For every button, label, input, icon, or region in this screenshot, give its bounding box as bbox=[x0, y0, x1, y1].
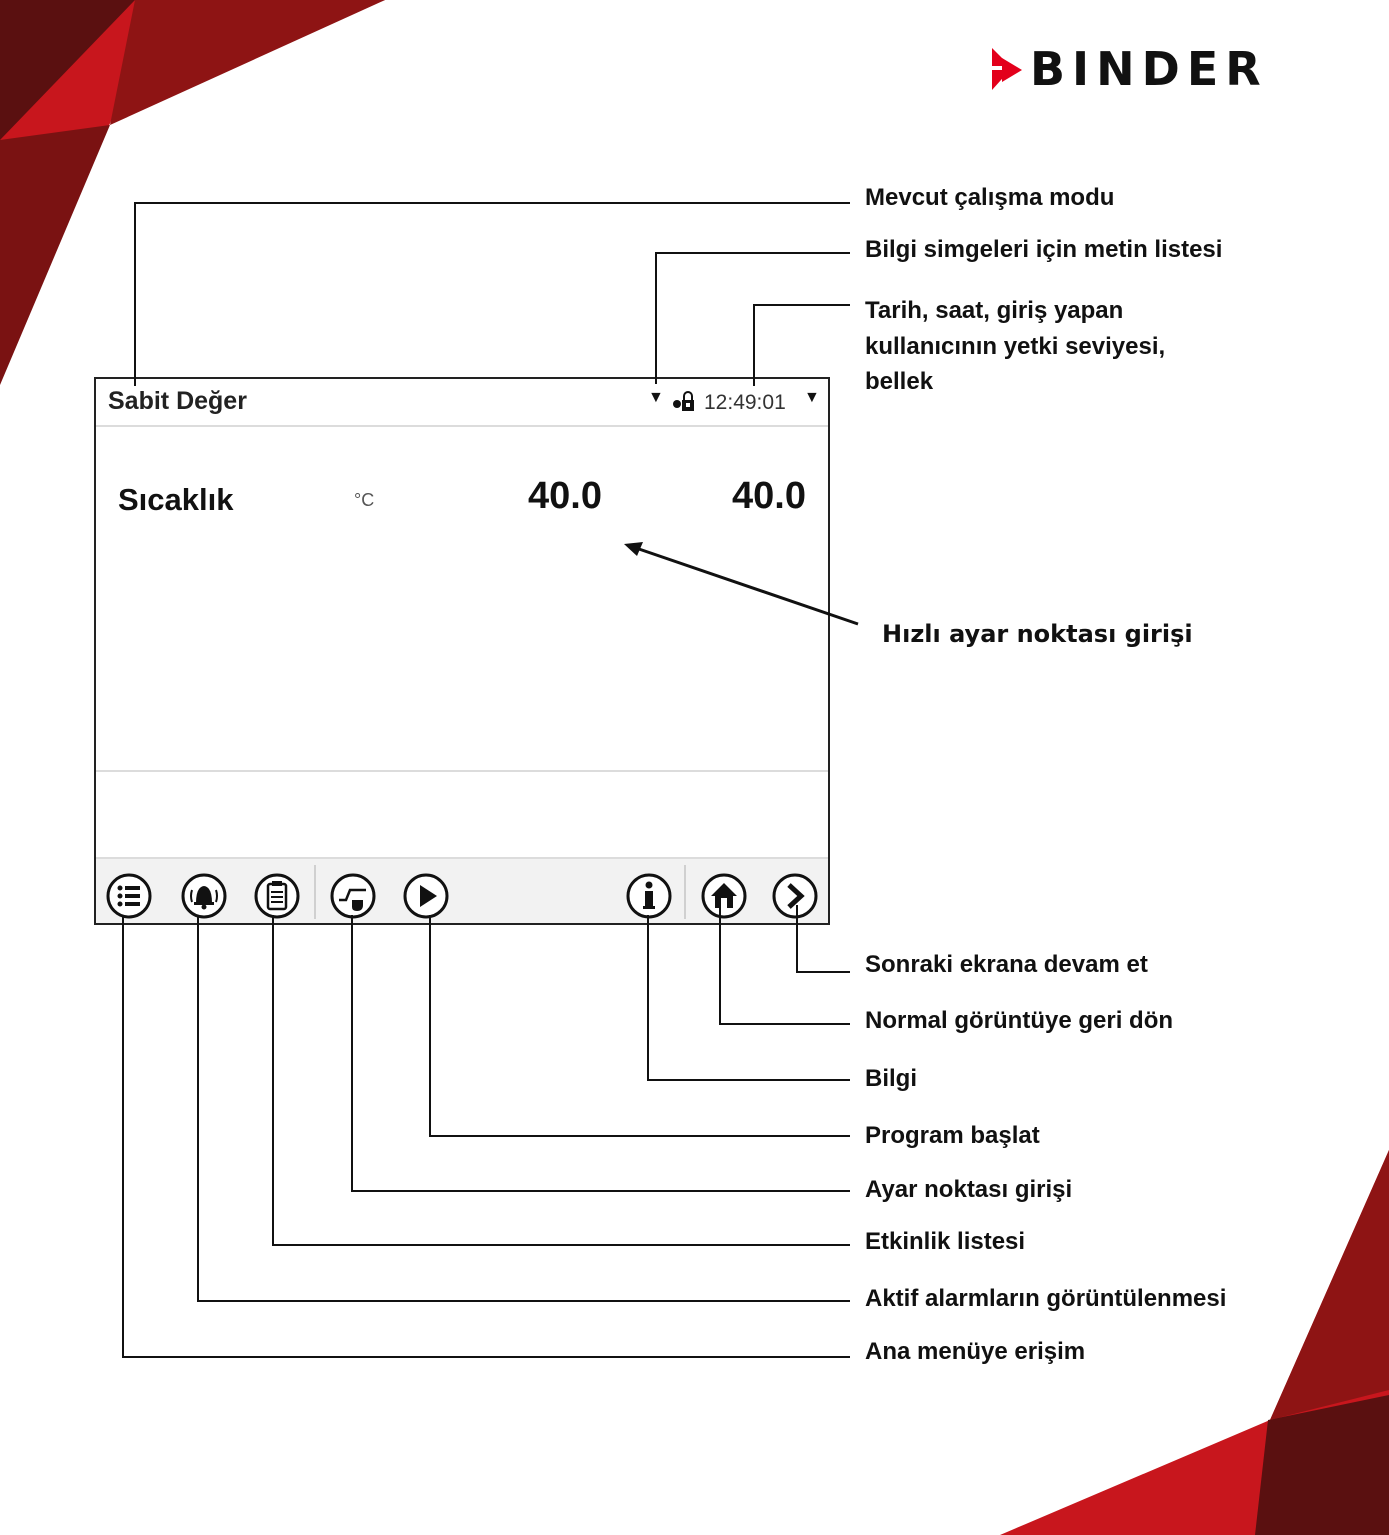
callout-program: Program başlat bbox=[865, 1122, 1040, 1149]
callout-setpoint: Ayar noktası girişi bbox=[865, 1176, 1073, 1203]
toolbar-separator bbox=[314, 865, 316, 919]
status-dropdown-icon[interactable]: ▼ bbox=[804, 389, 820, 406]
user-lock-icon bbox=[672, 391, 696, 413]
callout-date-line1: Tarih, saat, giriş yapan bbox=[865, 297, 1124, 324]
menu-list-icon[interactable] bbox=[106, 873, 152, 919]
callout-next: Sonraki ekrana devam et bbox=[865, 951, 1148, 978]
info-icon[interactable] bbox=[626, 873, 672, 919]
binder-logo bbox=[990, 42, 1330, 98]
setpoint-entry-icon[interactable] bbox=[330, 873, 376, 919]
alarm-bell-icon[interactable] bbox=[181, 873, 227, 919]
callout-date-line2: kullanıcının yetki seviyesi, bbox=[865, 333, 1166, 360]
controller-screen bbox=[94, 377, 830, 925]
play-icon[interactable] bbox=[403, 873, 449, 919]
home-icon[interactable] bbox=[701, 873, 747, 919]
callout-menu: Ana menüye erişim bbox=[865, 1338, 1086, 1365]
binder-logo-mark bbox=[990, 48, 1024, 94]
parameter-unit: °C bbox=[354, 490, 375, 510]
content-divider bbox=[96, 770, 828, 772]
setpoint-value[interactable]: 40.0 bbox=[528, 475, 602, 517]
callout-date-line3: bellek bbox=[865, 368, 934, 395]
next-arrow-icon[interactable] bbox=[772, 873, 818, 919]
info-text-dropdown-icon[interactable]: ▼ bbox=[648, 389, 664, 406]
event-list-icon[interactable] bbox=[254, 873, 300, 919]
toolbar-separator-2 bbox=[684, 865, 686, 919]
top-left-mid-shape-2 bbox=[0, 125, 110, 385]
bottom-right-mid-shape bbox=[1270, 1150, 1389, 1420]
callout-events: Etkinlik listesi bbox=[865, 1228, 1026, 1255]
callout-info-text: Bilgi simgeleri için metin listesi bbox=[865, 236, 1223, 263]
callout-home: Normal görüntüye geri dön bbox=[865, 1007, 1174, 1034]
callout-mode: Mevcut çalışma modu bbox=[865, 184, 1115, 211]
callout-alarms: Aktif alarmların görüntülenmesi bbox=[865, 1285, 1227, 1312]
parameter-name: Sıcaklık bbox=[118, 482, 234, 517]
bottom-toolbar bbox=[96, 859, 828, 923]
top-left-mid-shape bbox=[110, 0, 385, 125]
operating-mode-title[interactable]: Sabit Değer bbox=[108, 387, 247, 415]
binder-logo-text: BINDER bbox=[1030, 42, 1268, 96]
callout-info: Bilgi bbox=[865, 1065, 917, 1092]
callout-quick-setpoint: Hızlı ayar noktası girişi bbox=[882, 620, 1193, 648]
clock-time: 12:49:01 bbox=[704, 391, 786, 414]
header-divider bbox=[96, 425, 828, 427]
actual-value: 40.0 bbox=[732, 475, 806, 517]
